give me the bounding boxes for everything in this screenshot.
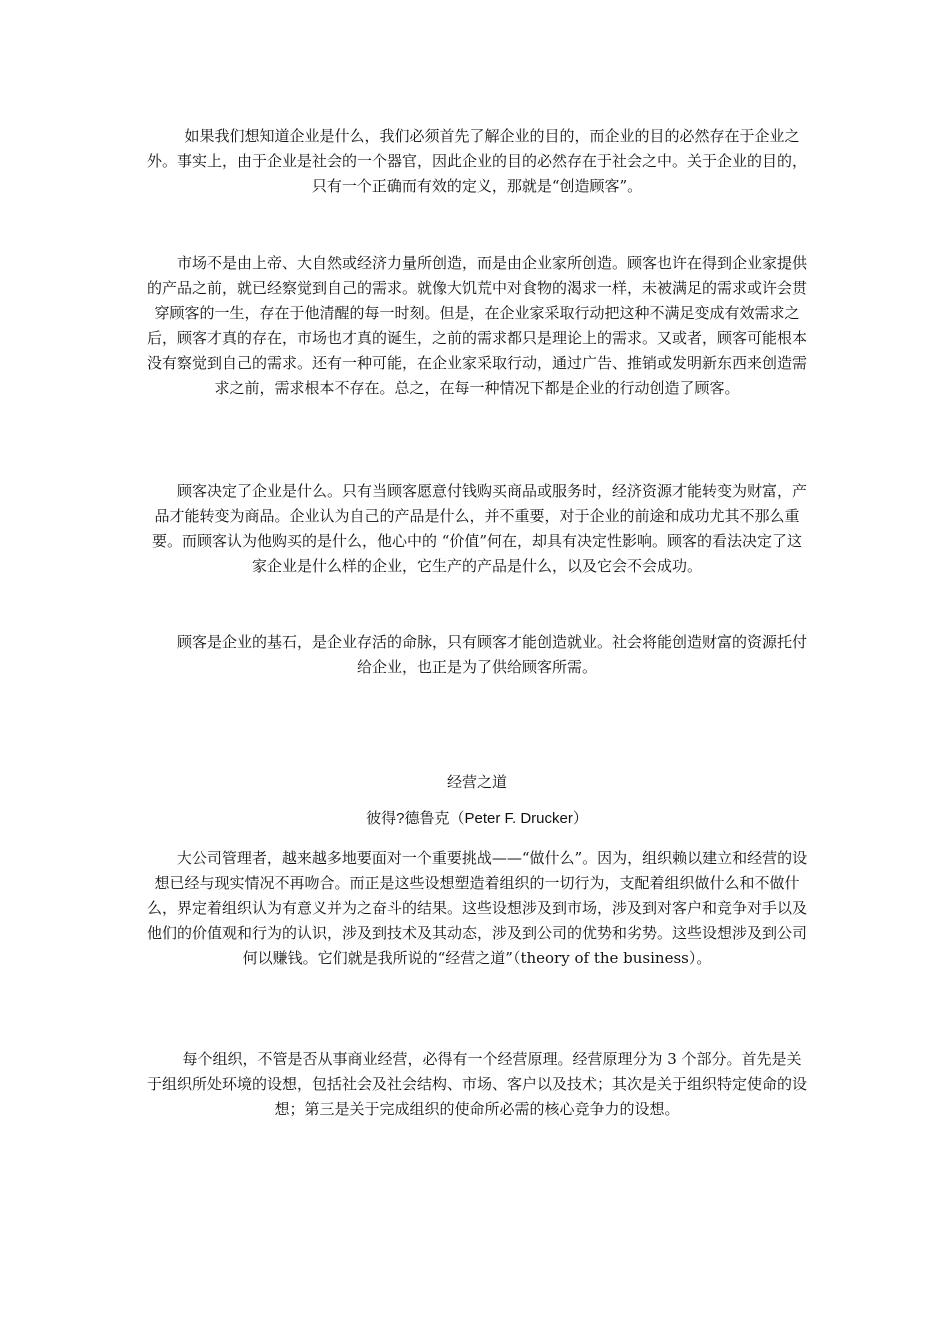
section-author: 彼得?德鲁克（Peter F. Drucker）: [366, 810, 588, 827]
paragraph-three-parts: 每个组织，不管是否从事商业经营，必得有一个经营原理。经营原理分为 3 个部分。首先是关于组织所处环境的设想，包括社会及社会结构、市场、客户以及技术；其次是关于组织特定使命的设想；第三是关于完成组织的使命所必需的核心竞争力的设想。: [146, 1050, 807, 1118]
paragraph-market-creation: 市场不是由上帝、大自然或经济力量所创造，而是由企业家所创造。顾客也许在得到企业家提供的产品之前，就已经察觉到自己的需求。就像大饥荒中对食物的渴求一样，未被满足的需求或许会贯穿顾客的一生，存在于他清醒的每一时刻。但是，在企业家采取行动把这种不满足变成有效需求之后，顾客才真的存在，市场也才真的诞生，之前的需求都只是理论上的需求。又或者，顾客可能根本没有察觉到自己的需求。还有一种可能，在企业家采取行动，通过广告、推销或发明新东西来创造需求之前，需求根本不存在。总之，在每一种情况下都是企业的行动创造了顾客。: [146, 254, 807, 397]
paragraph-customer-foundation: 顾客是企业的基石，是企业存活的命脉，只有顾客才能创造就业。社会将能创造财富的资源托付给企业，也正是为了供给顾客所需。: [176, 633, 807, 676]
section-title: 经营之道: [446, 773, 507, 791]
paragraph-theory-of-business: 大公司管理者，越来越多地要面对一个重要挑战——“做什么”。因为，组织赖以建立和经营的设想已经与现实情况不再吻合。而正是这些设想塑造着组织的一切行为，支配着组织做什么和不做什么，界定着组织认为有意义并为之奋斗的结果。这些设想涉及到市场，涉及到对客户和竞争对手以及他们的价值观和行为的认识，涉及到技术及其动态，涉及到公司的优势和劣势。这些设想涉及到公司何以赚钱。它们就是我所说的“经营之道”（theory of the business）。: [146, 849, 808, 967]
paragraph-customer-decides: 顾客决定了企业是什么。只有当顾客愿意付钱购买商品或服务时，经济资源才能转变为财富，产品才能转变为商品。企业认为自己的产品是什么，并不重要，对于企业的前途和成功尤其不那么重要。而顾客认为他购买的是什么，他心中的 “价值”何在，却具有决定性影响。顾客的看法决定了这家企业是什么样的企业，它生产的产品是什么，以及它会不会成功。: [151, 482, 807, 575]
paragraph-purpose-of-business: 如果我们想知道企业是什么，我们必须首先了解企业的目的，而企业的目的必然存在于企业之外。事实上，由于企业是社会的一个器官，因此企业的目的必然存在于社会之中。关于企业的目的，只有一个正确而有效的定义，那就是“创造顾客”。: [146, 127, 807, 195]
